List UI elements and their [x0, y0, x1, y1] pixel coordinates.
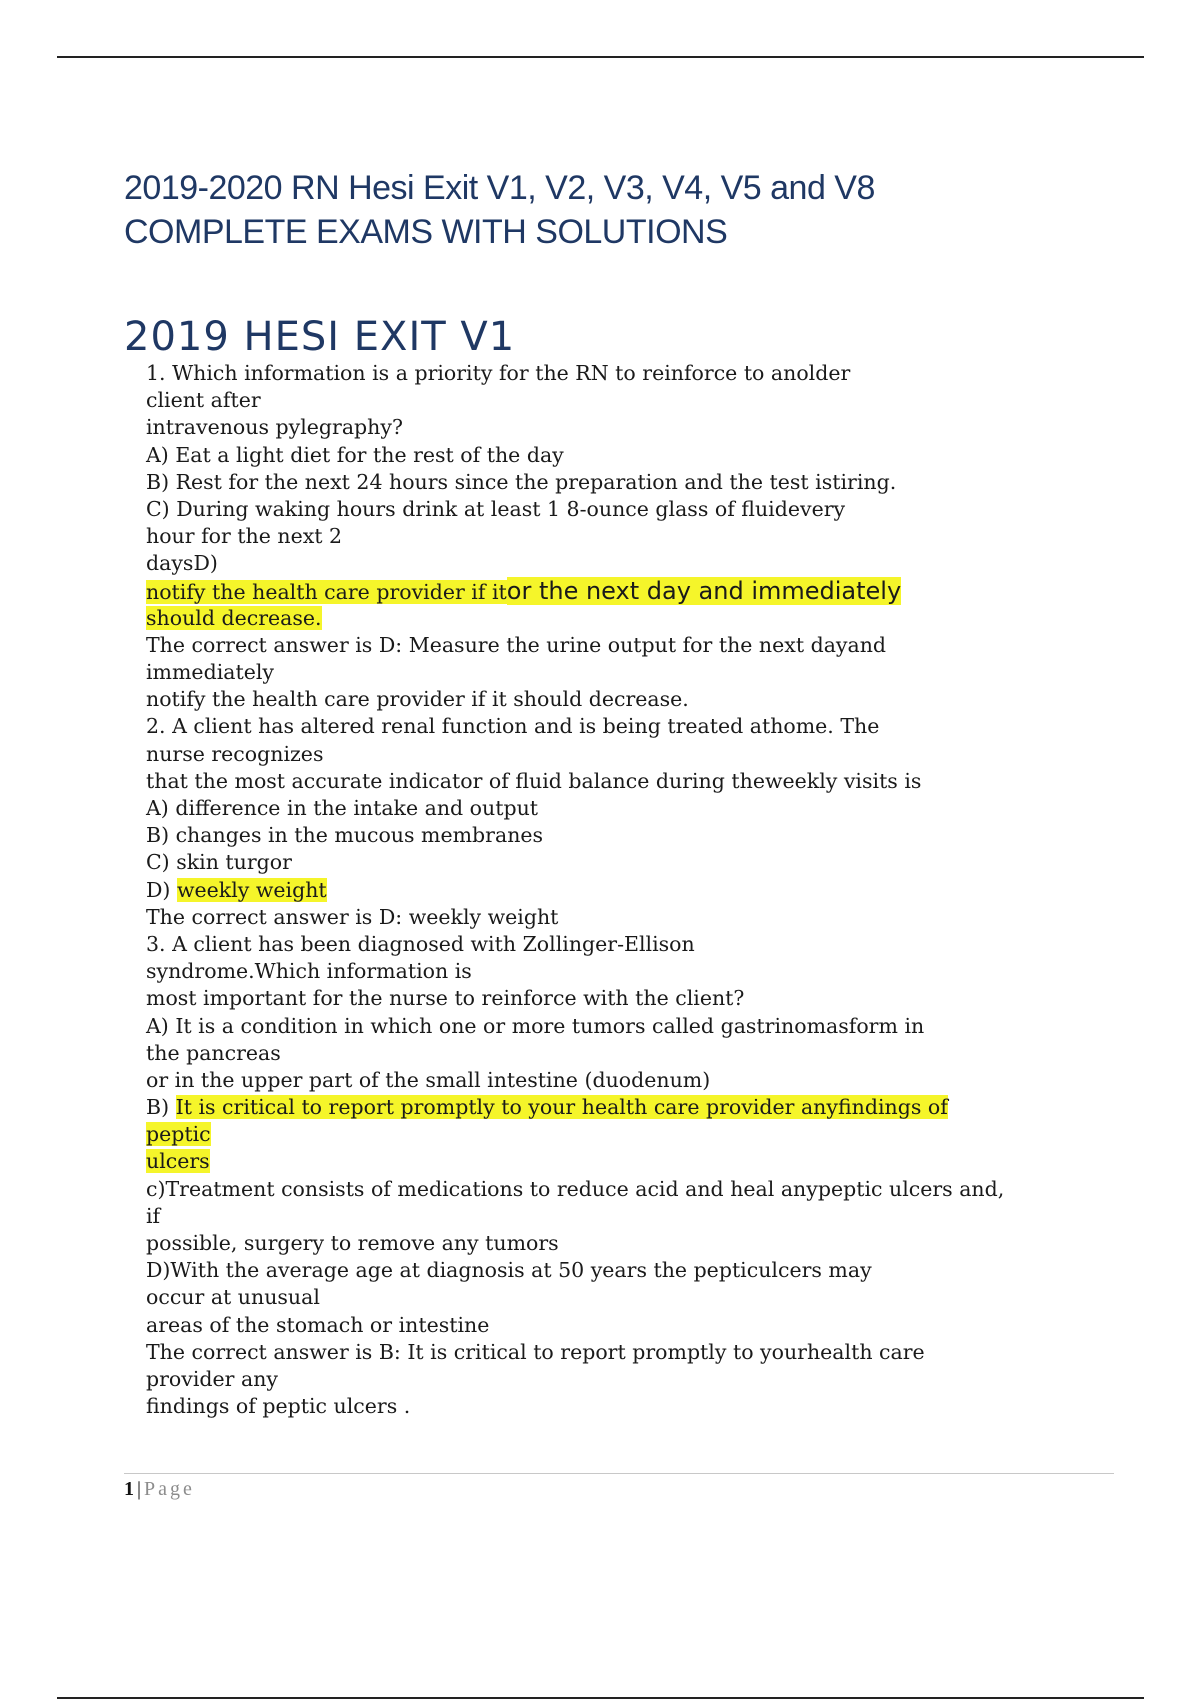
document-title: [124, 166, 1124, 254]
option-a: A) difference in the intake and output: [146, 796, 539, 820]
option-a: the pancreas: [146, 1040, 281, 1065]
option-d: D)With the average age at diagnosis at 50 years the pepticulcers may: [146, 1258, 872, 1283]
option-c: C) During waking hours drink at least 1 8-ounce glass of fluidevery: [146, 496, 846, 521]
page-label: Page: [144, 1478, 195, 1500]
correct-answer-text: notify the health care provider if it should decrease.: [146, 687, 689, 712]
correct-answer-text: provider any: [146, 1366, 278, 1391]
question-1-text: client after: [146, 388, 261, 413]
option-c: hour for the next 2: [146, 524, 343, 549]
section-heading: 2019 HESI EXIT V1: [124, 314, 516, 360]
option-b: B) changes in the mucous membranes: [146, 823, 544, 848]
footer-rule: [124, 1473, 1114, 1474]
option-b: [146, 1148, 1126, 1175]
option-c: C) skin turgor: [146, 850, 292, 875]
option-d: areas of the stomach or intestine: [146, 1312, 490, 1337]
option-b: [146, 1094, 1126, 1121]
option-label: B): [146, 1095, 170, 1120]
option-a: or in the upper part of the small intestine (duodenum): [146, 1067, 711, 1092]
question-2-text: that the most accurate indicator of fluid balance during theweekly visits is: [146, 768, 922, 793]
correct-answer-text: findings of peptic ulcers .: [146, 1394, 411, 1419]
title-line-2: COMPLETE EXAMS WITH SOLUTIONS: [124, 213, 728, 251]
highlighted-text: should decrease.: [146, 605, 322, 630]
option-c: c)Treatment consists of medications to reduce acid and heal anypeptic ulcers and,: [146, 1176, 1005, 1201]
highlighted-text: peptic: [146, 1122, 211, 1147]
highlighted-text: ulcers: [146, 1149, 210, 1174]
question-2-text: 2. A client has altered renal function and is being treated athome. The: [146, 714, 880, 739]
correct-answer-text: The correct answer is B: It is critical to report promptly to yourhealth care: [146, 1339, 925, 1364]
page-footer: [124, 1478, 195, 1501]
page-number: 1: [124, 1478, 134, 1500]
question-1-text: 1. Which information is a priority for the RN to reinforce to anolder: [146, 361, 851, 385]
correct-answer-text: immediately: [146, 660, 274, 685]
footer-separator: |: [137, 1478, 142, 1500]
option-b: [146, 1121, 1126, 1148]
highlighted-text: weekly weight: [176, 877, 327, 902]
option-b: B) Rest for the next 24 hours since the preparation and the test istiring.: [146, 469, 897, 494]
option-a: A) Eat a light diet for the rest of the day: [146, 442, 564, 467]
bottom-rule: [57, 1697, 1144, 1699]
question-2-text: nurse recognizes: [146, 741, 324, 766]
highlighted-answer: [146, 605, 1126, 632]
option-label: D): [146, 877, 171, 902]
question-3-text: most important for the nurse to reinforce with the client?: [146, 986, 745, 1011]
correct-answer-text: The correct answer is D: Measure the urine output for the next dayand: [146, 632, 887, 657]
option-c: if: [146, 1203, 161, 1228]
document-body: [146, 360, 1126, 1420]
question-3-text: syndrome.Which information is: [146, 959, 472, 984]
highlighted-text: or the next day and immediately: [506, 576, 902, 605]
correct-answer-text: The correct answer is D: weekly weight: [146, 904, 559, 929]
title-line-1: 2019-2020 RN Hesi Exit V1, V2, V3, V4, V5 and V8: [124, 169, 875, 207]
option-c: possible, surgery to remove any tumors: [146, 1231, 559, 1255]
option-a: A) It is a condition in which one or more tumors called gastrinomasform in: [146, 1013, 925, 1038]
highlighted-text: notify the health care provider if it: [146, 579, 507, 604]
question-3-text: 3. A client has been diagnosed with Zollinger-Ellison: [146, 931, 695, 956]
highlighted-answer: [146, 578, 1126, 605]
question-1-text: intravenous pylegraphy?: [146, 415, 403, 440]
option-d: occur at unusual: [146, 1285, 320, 1310]
option-c: daysD): [146, 551, 218, 576]
top-rule: [57, 56, 1144, 58]
option-d: [146, 877, 1126, 904]
highlighted-text: It is critical to report promptly to your health care provider anyfindings of: [175, 1095, 948, 1120]
